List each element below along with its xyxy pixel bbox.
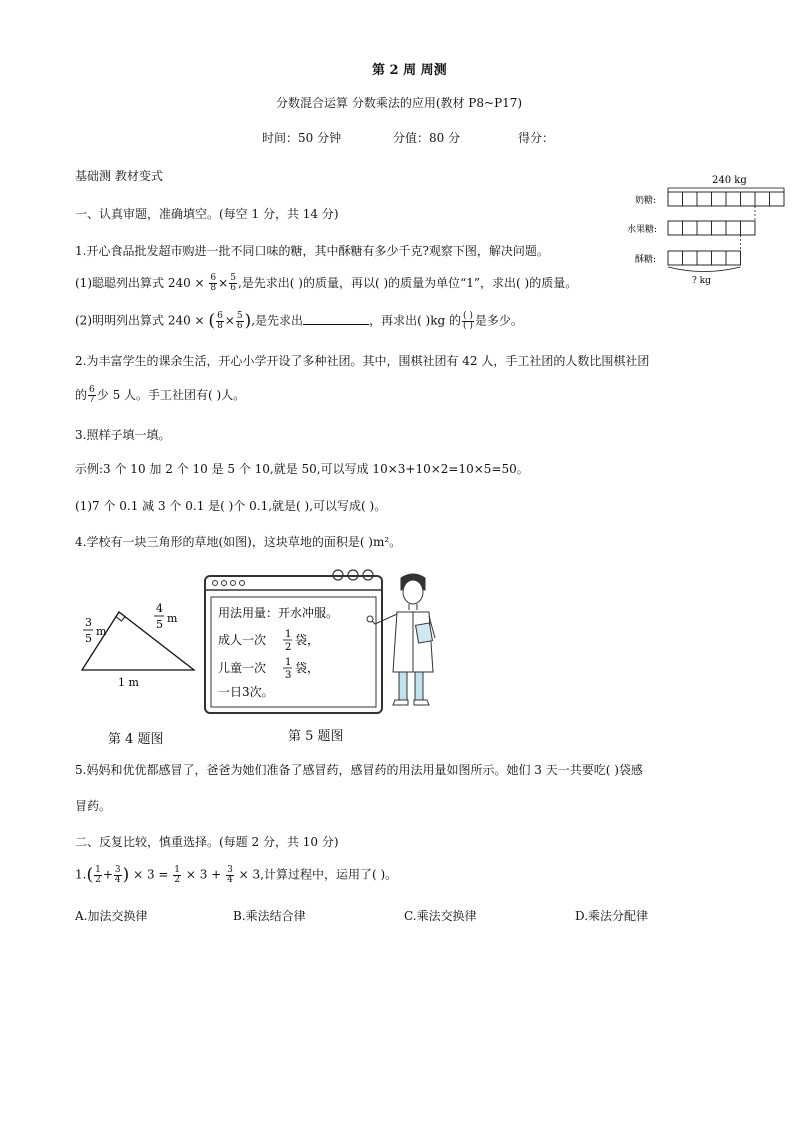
part2-heading: 二、反复比较，慎重选择。(每题 2 分，共 10 分) [75, 835, 339, 849]
q1-sub2-formula-label: (2)明明列出算式 240 × [75, 313, 205, 328]
fraction: $\frac{6}{8}$ [210, 273, 217, 293]
child-dose-unit: 袋， [295, 661, 320, 675]
page-title: 第 2 周 周测 [372, 63, 447, 78]
q1-sub2-text-2: ，再求出( )kg 的 [369, 313, 462, 328]
option-d[interactable]: D.乘法分配律 [575, 909, 649, 923]
q3-text: 3.照样子填一填。 [75, 428, 171, 442]
unknown-weight-label: ? kg [692, 276, 711, 286]
q1-sub2-text-3: 是多少。 [474, 313, 523, 328]
row-label-fruit: 水果糖: [627, 225, 658, 235]
adult-dose-unit: 袋， [295, 633, 320, 647]
q2-line1: 2.为丰富学生的课余生活，开心小学开设了多种社团。其中，围棋社团有 42 人，手工社团的人数比围棋社团 [75, 354, 650, 368]
total-weight-label: 240 kg [712, 175, 747, 186]
milk-candy-bar [668, 192, 784, 206]
crisp-candy-bar [668, 251, 741, 265]
q2-line2: 的 $\frac{6}{7}$ 少 5 人。手工社团有( )人。 [75, 385, 246, 405]
figure4-caption: 第 4 题图 [108, 732, 164, 747]
time-label: 时间：50 分钟 [262, 131, 342, 145]
fraction: $\frac{3}{4}$ [114, 864, 121, 885]
fraction: $\frac{3}{4}$ [227, 864, 233, 885]
fraction: $\frac{1}{2}$ [95, 864, 101, 885]
left-side-unit: m [96, 625, 107, 638]
q1-sub1: (1)聪聪列出算式 240 × $\frac{6}{8}$ × $\frac{5}{6}$ ,是先求出( )的质量，再以( )的质量为单位“1”，求出( )的质量。 [75, 273, 578, 293]
medicine-instruction-figure [203, 568, 443, 718]
fraction: $\frac{6}{7}$ [89, 385, 95, 405]
q3-example: 示例:3 个 10 加 2 个 10 是 5 个 10,就是 50,可以写成 10×3+10×2=10×5=50。 [75, 462, 529, 476]
child-dose-den: 3 [285, 670, 292, 681]
right-side-num: 4 [156, 602, 163, 615]
triangle-figure [72, 598, 202, 690]
option-c[interactable]: C.乘法交换律 [404, 909, 477, 923]
right-side-den: 5 [156, 618, 163, 631]
child-dose-num: 1 [285, 657, 292, 668]
fraction: $\frac{5}{6}$ [236, 310, 243, 331]
left-side-num: 3 [85, 616, 92, 629]
part1-heading: 一、认真审题，准确填空。(每空 1 分，共 14 分) [75, 207, 339, 221]
q1-sub2-text: ,是先求出 [251, 313, 304, 328]
fraction: $\frac{6}{8}$ [217, 310, 223, 331]
fraction: $\frac{1}{2}$ [174, 864, 181, 885]
dosage-frequency: 一日3次。 [218, 685, 274, 699]
row-label-crisp: 酥糖: [635, 255, 657, 265]
fraction-blank[interactable]: $\frac{( )}{( )}$ [463, 310, 473, 331]
part2-q1: 1.( $\frac{1}{2}$ + $\frac{3}{4}$ ) × 3 = $\frac{1}{2}$ × 3 + $\frac{3}{4}$ × 3,计算过程中，运用了( )。 [75, 864, 398, 885]
score-label: 分值：80 分 [393, 131, 461, 145]
option-b[interactable]: B.乘法结合律 [233, 909, 306, 923]
left-side-den: 5 [85, 632, 92, 645]
answer-blank[interactable] [303, 312, 369, 325]
q1-sub1-text: ,是先求出( )的质量，再以( )的质量为单位“1”，求出( )的质量。 [237, 276, 578, 290]
row-label-milk: 奶糖: [635, 196, 657, 206]
q1-sub1-formula-label: (1)聪聪列出算式 240 × [75, 276, 205, 290]
q1-sub2: (2)明明列出算式 240 × ( $\frac{6}{8}$ × $\frac{5}{6}$ ),是先求出 ，再求出( )kg 的 $\frac{( )}{( )}$ 是多少。 [75, 310, 523, 331]
adult-dose-label: 成人一次 [218, 633, 267, 647]
page-subtitle: 分数混合运算 分数乘法的应用(教材 P8~P17) [276, 96, 523, 110]
q5-line2: 冒药。 [75, 799, 112, 813]
right-side-unit: m [167, 612, 178, 625]
fraction: $\frac{5}{6}$ [230, 273, 236, 293]
candy-bar-diagram [620, 170, 790, 288]
q3-sub1: (1)7 个 0.1 减 3 个 0.1 是( )个 0.1,就是( ),可以写成( )。 [75, 499, 387, 513]
adult-dose-den: 2 [285, 642, 292, 653]
q5-line1: 5.妈妈和优优都感冒了，爸爸为她们准备了感冒药，感冒药的用法用量如图所示。她们 3 天一共要吃( )袋感 [75, 763, 643, 777]
option-a[interactable]: A.加法交换律 [75, 909, 148, 923]
fruit-candy-bar [668, 221, 755, 235]
figure5-caption: 第 5 题图 [288, 729, 344, 744]
child-dose-label: 儿童一次 [218, 661, 267, 675]
obtained-score-label: 得分： [518, 131, 555, 145]
base-label: 1 m [118, 676, 139, 689]
dosage-line1: 用法用量：开水冲服。 [218, 606, 339, 620]
adult-dose-num: 1 [285, 629, 292, 640]
q1-text: 1.开心食品批发超市购进一批不同口味的糖，其中酥糖有多少千克?观察下图，解决问题。 [75, 244, 549, 258]
section-basic-label: 基础测 教材变式 [75, 169, 163, 183]
q4-text: 4.学校有一块三角形的草地(如图)，这块草地的面积是( )m²。 [75, 535, 402, 549]
